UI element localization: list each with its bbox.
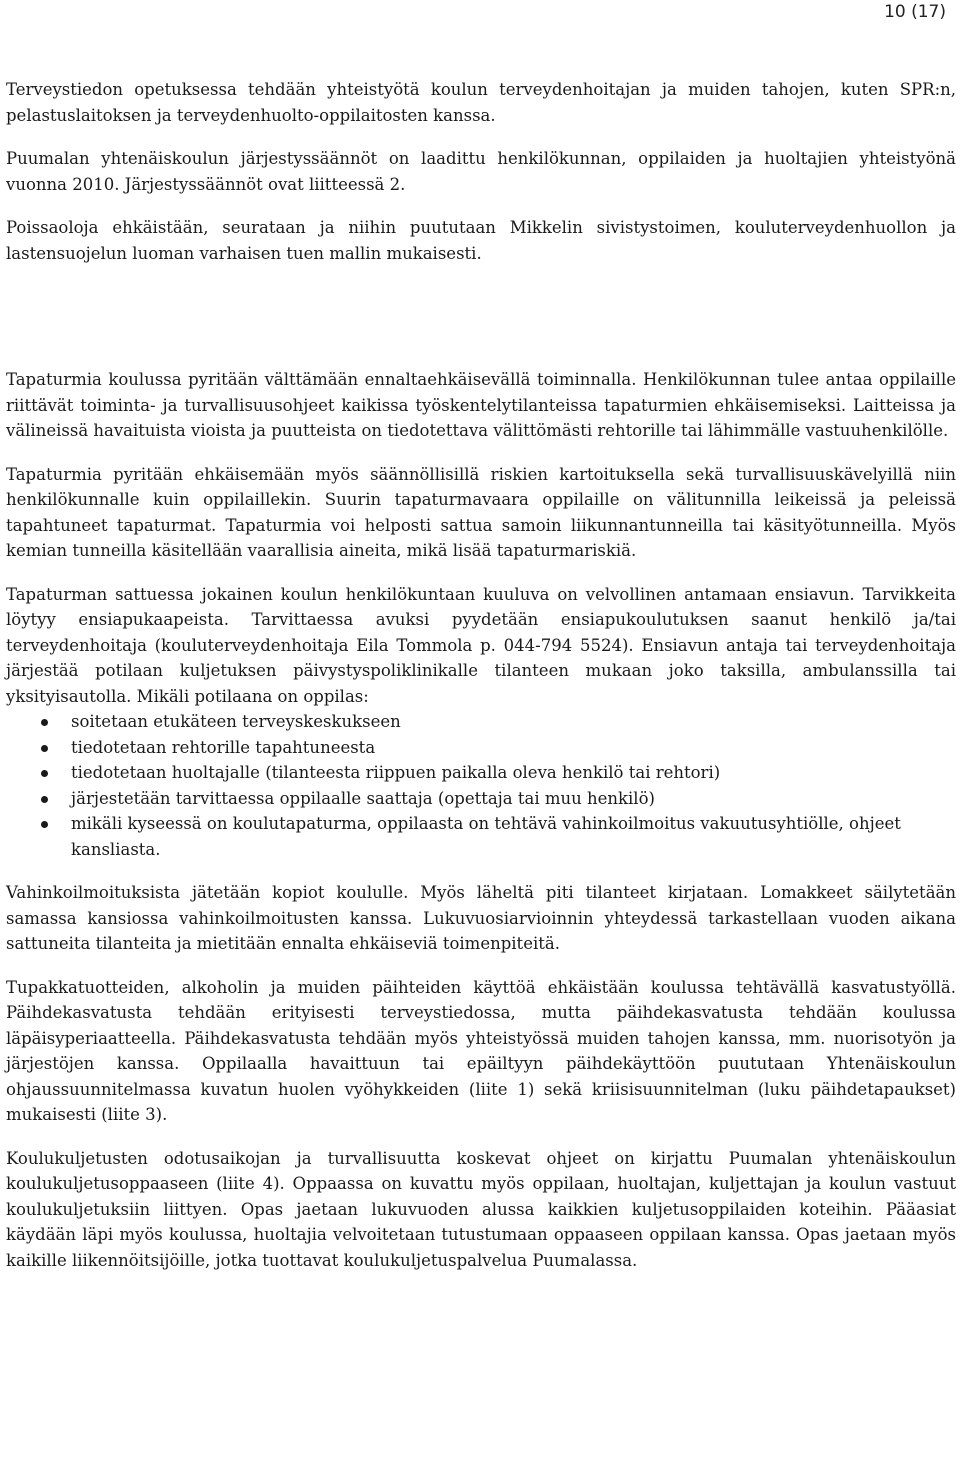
document-body	[6, 77, 956, 1273]
list-item: järjestetään tarvittaessa oppilaalle saattaja (opettaja tai muu henkilö)	[71, 786, 956, 812]
list-item: tiedotetaan rehtorille tapahtuneesta	[71, 735, 956, 761]
list-item: mikäli kyseessä on koulutapaturma, oppilaasta on tehtävä vahinkoilmoitus vakuutusyhtiölle, ohjeet kansliasta.	[71, 811, 956, 862]
paragraph-health-education: Terveystiedon opetuksessa tehdään yhteistyötä koulun terveydenhoitajan ja muiden tahojen, kuten SPR:n, pelastuslaitoksen ja terveydenhuolto-oppilaitosten kanssa.	[6, 80, 956, 125]
bullet-list	[6, 709, 956, 862]
page-number: 10 (17)	[884, 2, 946, 22]
paragraph-accident-prevention: Tapaturmia koulussa pyritään välttämään ennaltaehkäisevällä toiminnalla. Henkilökunnan tulee antaa oppilaille riittävät toiminta- ja turvallisuusohjeet kaikissa työskentelytilanteissa tapaturmien ehkäisemiseksi. Laitteissa ja välineissä havaituista vioista ja puutteista on tiedotettava välittömästi rehtorille tai lähimmälle vastuuhenkilölle.	[6, 370, 956, 440]
list-item: soitetaan etukäteen terveyskeskukseen	[71, 709, 956, 735]
paragraph-first-aid: Tapaturman sattuessa jokainen koulun henkilökuntaan kuuluva on velvollinen antamaan ensiavun. Tarvikkeita löytyy ensiapukaapeista. Tarvittaessa avuksi pyydetään ensiapukoulutuksen saanut henkilö ja/tai terveydenhoitaja (kouluterveydenhoitaja Eila Tommola p. 044-794 5524). Ensiavun antaja tai terveydenhoitaja järjestää potilaan kuljetuksen päivystyspoliklinikalle tilanteen mukaan joko taksilla, ambulanssilla tai yksityisautolla. Mikäli potilaana on oppilas:	[6, 584, 956, 706]
paragraph-absences: Poissaoloja ehkäistään, seurataan ja niihin puututaan Mikkelin sivistystoimen, kouluterveydenhuollon ja lastensuojelun luoman varhaisen tuen mallin mukaisesti.	[6, 218, 956, 263]
paragraph-risk-mapping: Tapaturmia pyritään ehkäisemään myös säännöllisillä riskien kartoituksella sekä turvallisuuskävelyillä niin henkilökunnalle kuin oppilaillekin. Suurin tapaturmavaara oppilaille on välitunnilla leikeissä ja peleissä tapahtuneet tapaturmat. Tapaturmia voi helposti sattua samoin liikunnantunneilla tai käsityötunneilla. Myös kemian tunneilla käsitellään vaarallisia aineita, mikä lisää tapaturmariskiä.	[6, 464, 956, 560]
paragraph-school-rules: Puumalan yhtenäiskoulun järjestyssäännöt on laadittu henkilökunnan, oppilaiden ja huoltajien yhteistyönä vuonna 2010. Järjestyssäännöt ovat liitteessä 2.	[6, 149, 956, 194]
list-item: tiedotetaan huoltajalle (tilanteesta riippuen paikalla oleva henkilö tai rehtori)	[71, 760, 956, 786]
paragraph-damage-reports: Vahinkoilmoituksista jätetään kopiot koululle. Myös läheltä piti tilanteet kirjataan. Lomakkeet säilytetään samassa kansiossa vahinkoilmoitusten kanssa. Lukuvuosiarvioinnin yhteydessä tarkastellaan vuoden aikana sattuneita tilanteita ja mietitään ennalta ehkäiseviä toimenpiteitä.	[6, 883, 956, 953]
paragraph-school-transport: Koulukuljetusten odotusaikojan ja turvallisuutta koskevat ohjeet on kirjattu Puumalan yhtenäiskoulun koulukuljetusoppaaseen (liite 4). Oppaassa on kuvattu myös oppilaan, huoltajan, kuljettajan ja koulun vastuut koulukuljetuksiin liittyen. Opas jaetaan lukuvuoden alussa kaikkien kuljetusoppilaiden koteihin. Pääasiat käydään läpi myös koulussa, huoltajia velvoitetaan tutustumaan oppaaseen oppilaan kanssa. Opas jaetaan myös kaikille liikennöitsijöille, jotka tuottavat koulukuljetuspalvelua Puumalassa.	[6, 1148, 956, 1270]
paragraph-substance-education: Tupakkatuotteiden, alkoholin ja muiden päihteiden käyttöä ehkäistään koulussa tehtävällä kasvatustyöllä. Päihdekasvatusta tehdään erityisesti terveystiedossa, mutta päihdekasvatusta tehdään koulussa läpäisyperiaatteella. Päihdekasvatusta tehdään myös yhteistyössä muiden tahojen kanssa, mm. nuorisotyön ja järjestöjen kanssa. Oppilaalla havaittuun tai epäiltyyn päihdekäyttöön puututaan Yhtenäiskoulun ohjaussuunnitelmassa kuvatun huolen vyöhykkeiden (liite 1) sekä kriisisuunnitelman (luku päihdetapaukset) mukaisesti (liite 3).	[6, 977, 956, 1124]
